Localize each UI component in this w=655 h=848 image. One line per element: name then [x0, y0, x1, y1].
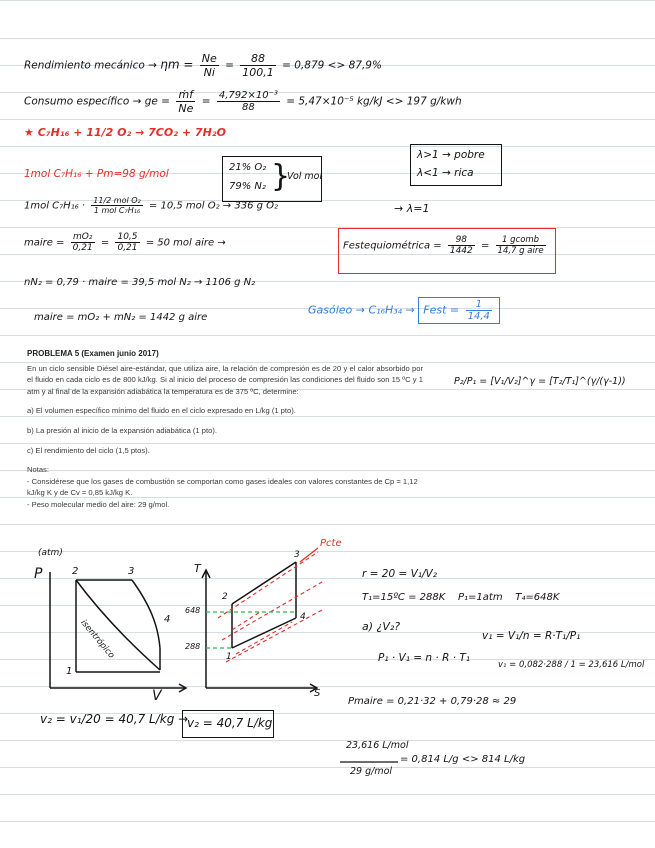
adiabatic-formula: P₂/P₁ = [V₁/V₂]^γ = [T₂/T₁]^(γ/(γ-1))	[454, 376, 626, 387]
o2-line: 1mol C₇H₁₆ · $\frac{\text{11/2 mol O₂}}{\text{1 mol C₇H₁₆}}$ = 10,5 mol O₂ → 336 g O₂	[24, 196, 279, 215]
pv-point-4: 4	[164, 614, 171, 625]
ts-y-label: T	[194, 562, 201, 575]
mol-line: 1mol C₇H₁₆ + Pm=98 g/mol	[24, 168, 169, 180]
solution-v2-line: v₂ = v₁/20 = 40,7 L/kg →	[40, 712, 189, 726]
solution-pm-air: Pmaire = 0,21·32 + 0,79·28 ≈ 29	[348, 696, 517, 707]
gasoleo-label: Gasóleo → C₁₆H₃₄ →	[308, 303, 419, 317]
pv-y-unit: (atm)	[38, 548, 63, 558]
rendimiento-fraction: $\frac{Ne}{Ni}$	[201, 52, 217, 79]
maire-fraction-values: $\frac{10,5}{0,21}$	[117, 232, 138, 253]
solution-ideal-gas: P₁ · V₁ = n · R · T₁	[378, 652, 471, 664]
ts-point-1: 1	[226, 652, 232, 662]
rendimiento-symbol: ηm =	[160, 57, 194, 72]
maire-fraction: $\frac{\text{mO₂}}{0,21}$	[72, 232, 93, 253]
pv-point-2: 2	[72, 566, 79, 577]
ts-cycle-2-3	[232, 562, 296, 604]
estequiometrica-formula: Festequiométrica = $\frac{98}{1442}$ = $\frac{\text{1 gcomb}}{\text{14,7 g aire}}$	[343, 235, 544, 256]
problem-part-b: b) La presión al inicio de la expansión adiabática (1 pto).	[27, 425, 217, 435]
lambda-equals-one: → λ=1	[394, 202, 430, 215]
vol-mol-label: Vol mol	[287, 171, 323, 182]
pcte-arrow	[300, 548, 318, 562]
o2-result: = 10,5 mol O₂ → 336 g O₂	[148, 200, 279, 212]
solution-states: T₁=15ºC = 288K P₁=1atm T₄=648K	[362, 592, 560, 603]
maire-line: maire = $\frac{\text{mO₂}}{0,21}$ = $\frac{10,5}{0,21}$ = 50 mol aire →	[24, 232, 226, 253]
o2-fraction: $\frac{\text{11/2 mol O₂}}{\text{1 mol C₇H₁₆}}$	[93, 196, 141, 215]
rendimiento-result: = 0,879 <> 87,9%	[282, 59, 382, 72]
ts-tick-288: 288	[185, 642, 201, 651]
pv-point-1: 1	[66, 666, 73, 677]
problem-title: PROBLEMA 5 (Examen junio 2017)	[27, 349, 159, 358]
problem-part-a: a) El volumen específico mínimo del fluido en el ciclo expresado en L/kg (1 pto).	[27, 406, 296, 416]
solution-v1-value: v₁ = 0,082·288 / 1 = 23,616 L/mol	[498, 660, 645, 670]
ts-point-4: 4	[300, 612, 306, 622]
rendimiento-label: Rendimiento mecánico →	[24, 59, 157, 72]
lambda-rica: λ<1 → rica	[417, 167, 474, 179]
note-1: - Considérese que los gases de combustión se comportan como gases ideales con valores constantes de Cp = 1,12 kJ/kg K y de Cv = 0,85 kJ/kg K.	[27, 476, 418, 498]
ts-point-3: 3	[294, 550, 300, 560]
pv-y-label: P	[34, 566, 43, 582]
masa-aire-line: maire = mO₂ + mN₂ = 1442 g aire	[34, 312, 208, 323]
pv-curve-label: isentrópico	[78, 618, 117, 661]
pv-expansion	[132, 580, 160, 648]
conversion-result: = 0,814 L/g <> 814 L/kg	[400, 754, 526, 765]
problem-part-c: c) El rendimiento del ciclo (1,5 ptos).	[27, 445, 150, 455]
problem-text: En un ciclo sensible Diésel aire-estándar, que utiliza aire, la relación de compresión es de 20 y el calor absorbido por el fluido en cada ciclo es de 800 kJ/kg. Si al inicio del proceso de compresión las condiciones del fluido son 15 ºC y 1 atm y al final de la expansión adiabática la temperatura es de 375 ºC, determine:	[27, 363, 423, 396]
ts-tick-648: 648	[185, 606, 201, 615]
conversion-numerator: 23,616 L/mol	[346, 740, 409, 751]
pv-x-label: V	[152, 688, 162, 704]
combustion-reaction: ★ C₇H₁₆ + 11/2 O₂ → 7CO₂ + 7H₂O	[24, 126, 226, 139]
conversion-denominator: 29 g/mol	[350, 766, 393, 777]
notes-title: Notas:	[27, 465, 49, 475]
v2-result: v₂ = 40,7 L/kg	[187, 716, 273, 730]
solution-part-a: a) ¿V₂?	[362, 620, 401, 633]
note-2: - Peso molecular medio del aire: 29 g/mol.	[27, 499, 170, 509]
lambda-pobre: λ>1 → pobre	[417, 149, 485, 161]
solution-r: r = 20 = V₁/V₂	[362, 568, 437, 580]
ts-isobars	[218, 552, 322, 662]
consumo-result: = 5,47×10⁻⁵ kg/kJ <> 197 g/kwh	[286, 95, 462, 108]
brace-symbol: }	[271, 159, 291, 194]
v2-result-box	[182, 710, 274, 738]
air-n2: 79% N₂	[229, 181, 266, 192]
rendimiento-line: Rendimiento mecánico → ηm = $\frac{Ne}{Ni}$ = $\frac{88}{100,1}$ = 0,879 <> 87,9%	[24, 52, 382, 79]
solution-v1-formula: v₁ = V₁/n = R·T₁/P₁	[482, 630, 581, 642]
rendimiento-fraction-values: $\frac{88}{100,1}$	[242, 52, 274, 79]
consumo-label: Consumo específico → ge =	[24, 95, 170, 108]
pv-point-3: 3	[128, 566, 135, 577]
consumo-line: Consumo específico → ge = $\frac{\text{ṁf}}{Ne}$ = $\frac{\text{4,792×10⁻³}}{88}$ = 5,47×10⁻⁵ kg/kJ <> 197 g/kwh	[24, 88, 462, 115]
n2-line: nN₂ = 0,79 · maire = 39,5 mol N₂ → 1106 g N₂	[24, 277, 256, 288]
gasoleo-box: Fest = $\frac{1}{14,4}$	[418, 297, 500, 324]
ts-isobar-label: Pcte	[320, 538, 342, 549]
ts-cycle-4-1	[232, 618, 296, 648]
ts-diagram	[202, 562, 317, 692]
maire-result: = 50 mol aire →	[145, 237, 226, 249]
air-o2: 21% O₂	[229, 162, 267, 173]
ts-point-2: 2	[222, 592, 228, 602]
ts-x-label: S	[314, 688, 321, 699]
consumo-fraction-values: $\frac{\text{4,792×10⁻³}}{88}$	[218, 90, 278, 113]
consumo-fraction: $\frac{\text{ṁf}}{Ne}$	[178, 88, 194, 115]
